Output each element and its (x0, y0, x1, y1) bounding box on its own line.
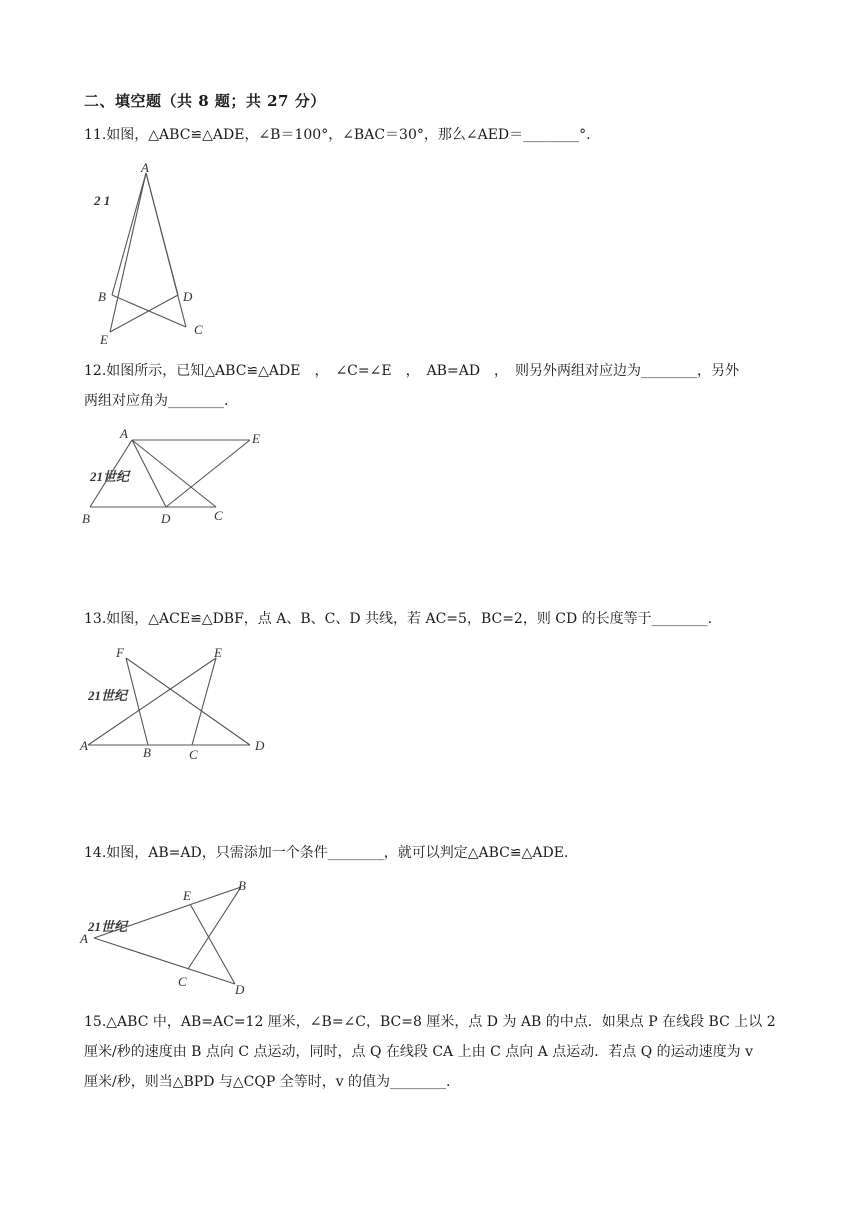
figure-13-svg (78, 640, 278, 765)
label-B: B (82, 511, 90, 526)
svg-text:21世纪: 21世纪 (88, 919, 128, 934)
question-12-line-1: 12.如图所示，已知△ABC≌△ADE ， ∠C=∠E ， AB=AD ， 则另外两组对应边为________，另外 (84, 363, 740, 379)
label-C: C (189, 747, 198, 762)
label-E: E (183, 888, 191, 903)
question-15-line-2: 厘米/秒的速度由 B 点向 C 点运动，同时，点 Q 在线段 CA 上由 C 点向 A 点运动．若点 Q 的运动速度为 v (84, 1044, 753, 1060)
question-12 (84, 356, 784, 416)
label-E: E (214, 645, 222, 660)
label-A: A (141, 160, 149, 175)
svg-text:2 1: 2 1 (94, 193, 111, 208)
question-12-line-2: 两组对应角为________. (84, 393, 229, 409)
label-C: C (178, 974, 187, 989)
question-11-figure (84, 160, 244, 350)
label-B: B (238, 878, 246, 893)
label-A: A (120, 426, 128, 441)
segment-DE (166, 440, 250, 507)
question-13 (84, 604, 784, 634)
segment-AC (132, 440, 216, 507)
question-15 (84, 1007, 784, 1097)
question-11-text: 11.如图，△ABC≌△ADE，∠B＝100°，∠BAC＝30°，那么∠AED＝________°. (84, 127, 591, 143)
question-14-text: 14.如图，AB=AD，只需添加一个条件________，就可以判定△ABC≌△ADE. (84, 845, 569, 861)
segment-AC (146, 173, 186, 327)
question-15-line-3: 厘米/秒，则当△BPD 与△CQP 全等时，v 的值为________. (84, 1074, 451, 1090)
segment-AB (94, 887, 241, 938)
label-D: D (255, 738, 265, 753)
question-12-figure (80, 426, 280, 531)
label-C: C (214, 508, 223, 523)
segment-AD (94, 938, 235, 984)
figure-12-svg (80, 426, 280, 531)
label-A: A (80, 738, 88, 753)
label-C: C (194, 322, 203, 337)
section-title: 二、填空题（共 8 题；共 27 分） (84, 92, 326, 110)
label-B: B (143, 745, 151, 760)
segment-BC (188, 887, 241, 969)
segment-AB (112, 173, 146, 295)
label-E: E (100, 332, 108, 347)
label-E: E (252, 431, 260, 446)
segment-EC (192, 658, 216, 745)
question-11 (84, 120, 784, 150)
segment-AE (110, 173, 146, 332)
label-D: D (235, 982, 245, 997)
label-F: F (116, 645, 124, 660)
figure-14-svg (78, 876, 268, 1001)
label-D: D (161, 511, 171, 526)
segment-ED (110, 295, 178, 332)
segment-AD (132, 440, 166, 507)
question-14 (84, 838, 784, 868)
figure-11-svg (84, 160, 244, 350)
label-B: B (98, 289, 106, 304)
question-15-line-1: 15.△ABC 中，AB=AC=12 厘米，∠B=∠C，BC=8 厘米，点 D 为 AB 的中点．如果点 P 在线段 BC 上以 2 (84, 1014, 776, 1030)
svg-text:21世纪: 21世纪 (88, 688, 128, 703)
svg-text:21世纪: 21世纪 (90, 469, 130, 484)
question-13-figure (78, 640, 278, 765)
label-A: A (80, 931, 88, 946)
question-14-figure (78, 876, 268, 1001)
label-D: D (183, 289, 193, 304)
question-13-text: 13.如图，△ACE≌△DBF，点 A、B、C、D 共线，若 AC=5，BC=2，则 CD 的长度等于________. (84, 611, 713, 627)
